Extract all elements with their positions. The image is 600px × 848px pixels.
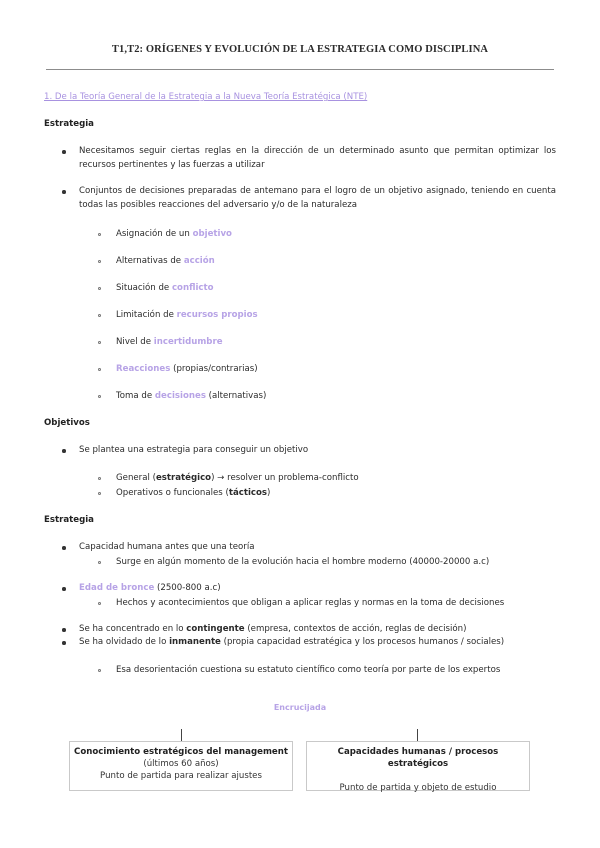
estrategia2-sub-1: Surge en algún momento de la evolución hacia el hombre moderno (40000-20000 a.c) bbox=[116, 557, 490, 567]
sub-item-accion: Alternativas de acción bbox=[116, 256, 215, 266]
sub-item-decisiones: Toma de decisiones (alternativas) bbox=[116, 391, 267, 401]
bullet-dot bbox=[62, 641, 66, 645]
box-right-text: Punto de partida y objeto de estudio bbox=[339, 783, 497, 793]
sub-item-conflicto: Situación de conflicto bbox=[116, 283, 214, 293]
box-left-title: Conocimiento estratégicos del management bbox=[74, 747, 288, 757]
bullet-dot bbox=[62, 628, 66, 632]
section-link[interactable]: 1. De la Teoría General de la Estrategia a la Nueva Teoría Estratégica (NTE) bbox=[44, 92, 368, 102]
estrategia2-bullet-3: Se ha concentrado en lo contingente (empresa, contextos de acción, reglas de decisión) bbox=[79, 624, 467, 634]
sub-bullet-circle bbox=[98, 477, 101, 480]
sub-item-recursos: Limitación de recursos propios bbox=[116, 310, 258, 320]
bullet-dot bbox=[62, 150, 66, 154]
sub-bullet-circle bbox=[98, 233, 101, 236]
bullet-dot bbox=[62, 546, 66, 550]
sub-bullet-circle bbox=[98, 260, 101, 263]
sub-bullet-circle bbox=[98, 341, 101, 344]
estrategia2-bullet-1: Capacidad humana antes que una teoría bbox=[79, 542, 255, 552]
box-right-title: Capacidades humanas / procesos estratégicos bbox=[337, 747, 499, 769]
diagram-box-left bbox=[69, 741, 293, 791]
objetivo-general: General (estratégico) → resolver un problema-conflicto bbox=[116, 473, 359, 483]
sub-bullet-circle bbox=[98, 314, 101, 317]
sub-item-incertidumbre: Nivel de incertidumbre bbox=[116, 337, 223, 347]
sub-bullet-circle bbox=[98, 395, 101, 398]
sub-item-reacciones: Reacciones (propias/contrarias) bbox=[116, 364, 258, 374]
heading-objetivos: Objetivos bbox=[44, 418, 90, 428]
sub-item-objetivo: Asignación de un objetivo bbox=[116, 229, 232, 239]
sub-bullet-circle bbox=[98, 561, 101, 564]
page-title: T1,T2: ORÍGENES Y EVOLUCIÓN DE LA ESTRATEGIA COMO DISCIPLINA bbox=[111, 44, 489, 55]
estrategia2-sub-4: Esa desorientación cuestiona su estatuto científico como teoría por parte de los expertos bbox=[116, 665, 501, 675]
heading-estrategia: Estrategia bbox=[44, 119, 94, 129]
estrategia2-bullet-4: Se ha olvidado de lo inmanente (propia capacidad estratégica y los procesos humanos / sociales) bbox=[79, 637, 505, 647]
bullet-dot bbox=[62, 449, 66, 453]
estrategia-bullet-2: Conjuntos de decisiones preparadas de antemano para el logro de un objetivo asignado, teniendo en cuenta todas las posibles reacciones del adversario y/o de la naturaleza bbox=[79, 186, 556, 210]
sub-bullet-circle bbox=[98, 368, 101, 371]
connector-right bbox=[417, 729, 418, 741]
objetivos-bullet-1: Se plantea una estrategia para conseguir un objetivo bbox=[79, 445, 309, 455]
diagram-box-right bbox=[306, 741, 530, 791]
objetivo-operativos: Operativos o funcionales (tácticos) bbox=[116, 488, 271, 498]
box-left-subtitle: (últimos 60 años) bbox=[143, 759, 219, 769]
estrategia2-sub-2: Hechos y acontecimientos que obligan a aplicar reglas y normas en la toma de decisiones bbox=[116, 598, 505, 608]
connector-left bbox=[181, 729, 182, 741]
title-divider bbox=[46, 69, 554, 70]
bullet-dot bbox=[62, 587, 66, 591]
estrategia2-bullet-2: Edad de bronce (2500-800 a.c) bbox=[79, 583, 221, 593]
sub-bullet-circle bbox=[98, 669, 101, 672]
sub-bullet-circle bbox=[98, 492, 101, 495]
bullet-dot bbox=[62, 190, 66, 194]
diagram-label: Encrucijada bbox=[273, 703, 327, 712]
box-left-text: Punto de partida para realizar ajustes bbox=[100, 771, 262, 781]
sub-bullet-circle bbox=[98, 602, 101, 605]
estrategia-bullet-1: Necesitamos seguir ciertas reglas en la dirección de un determinado asunto que permitan optimizar los recursos pertinentes y las fuerzas a utilizar bbox=[79, 146, 556, 170]
sub-bullet-circle bbox=[98, 287, 101, 290]
heading-estrategia-2: Estrategia bbox=[44, 515, 94, 525]
